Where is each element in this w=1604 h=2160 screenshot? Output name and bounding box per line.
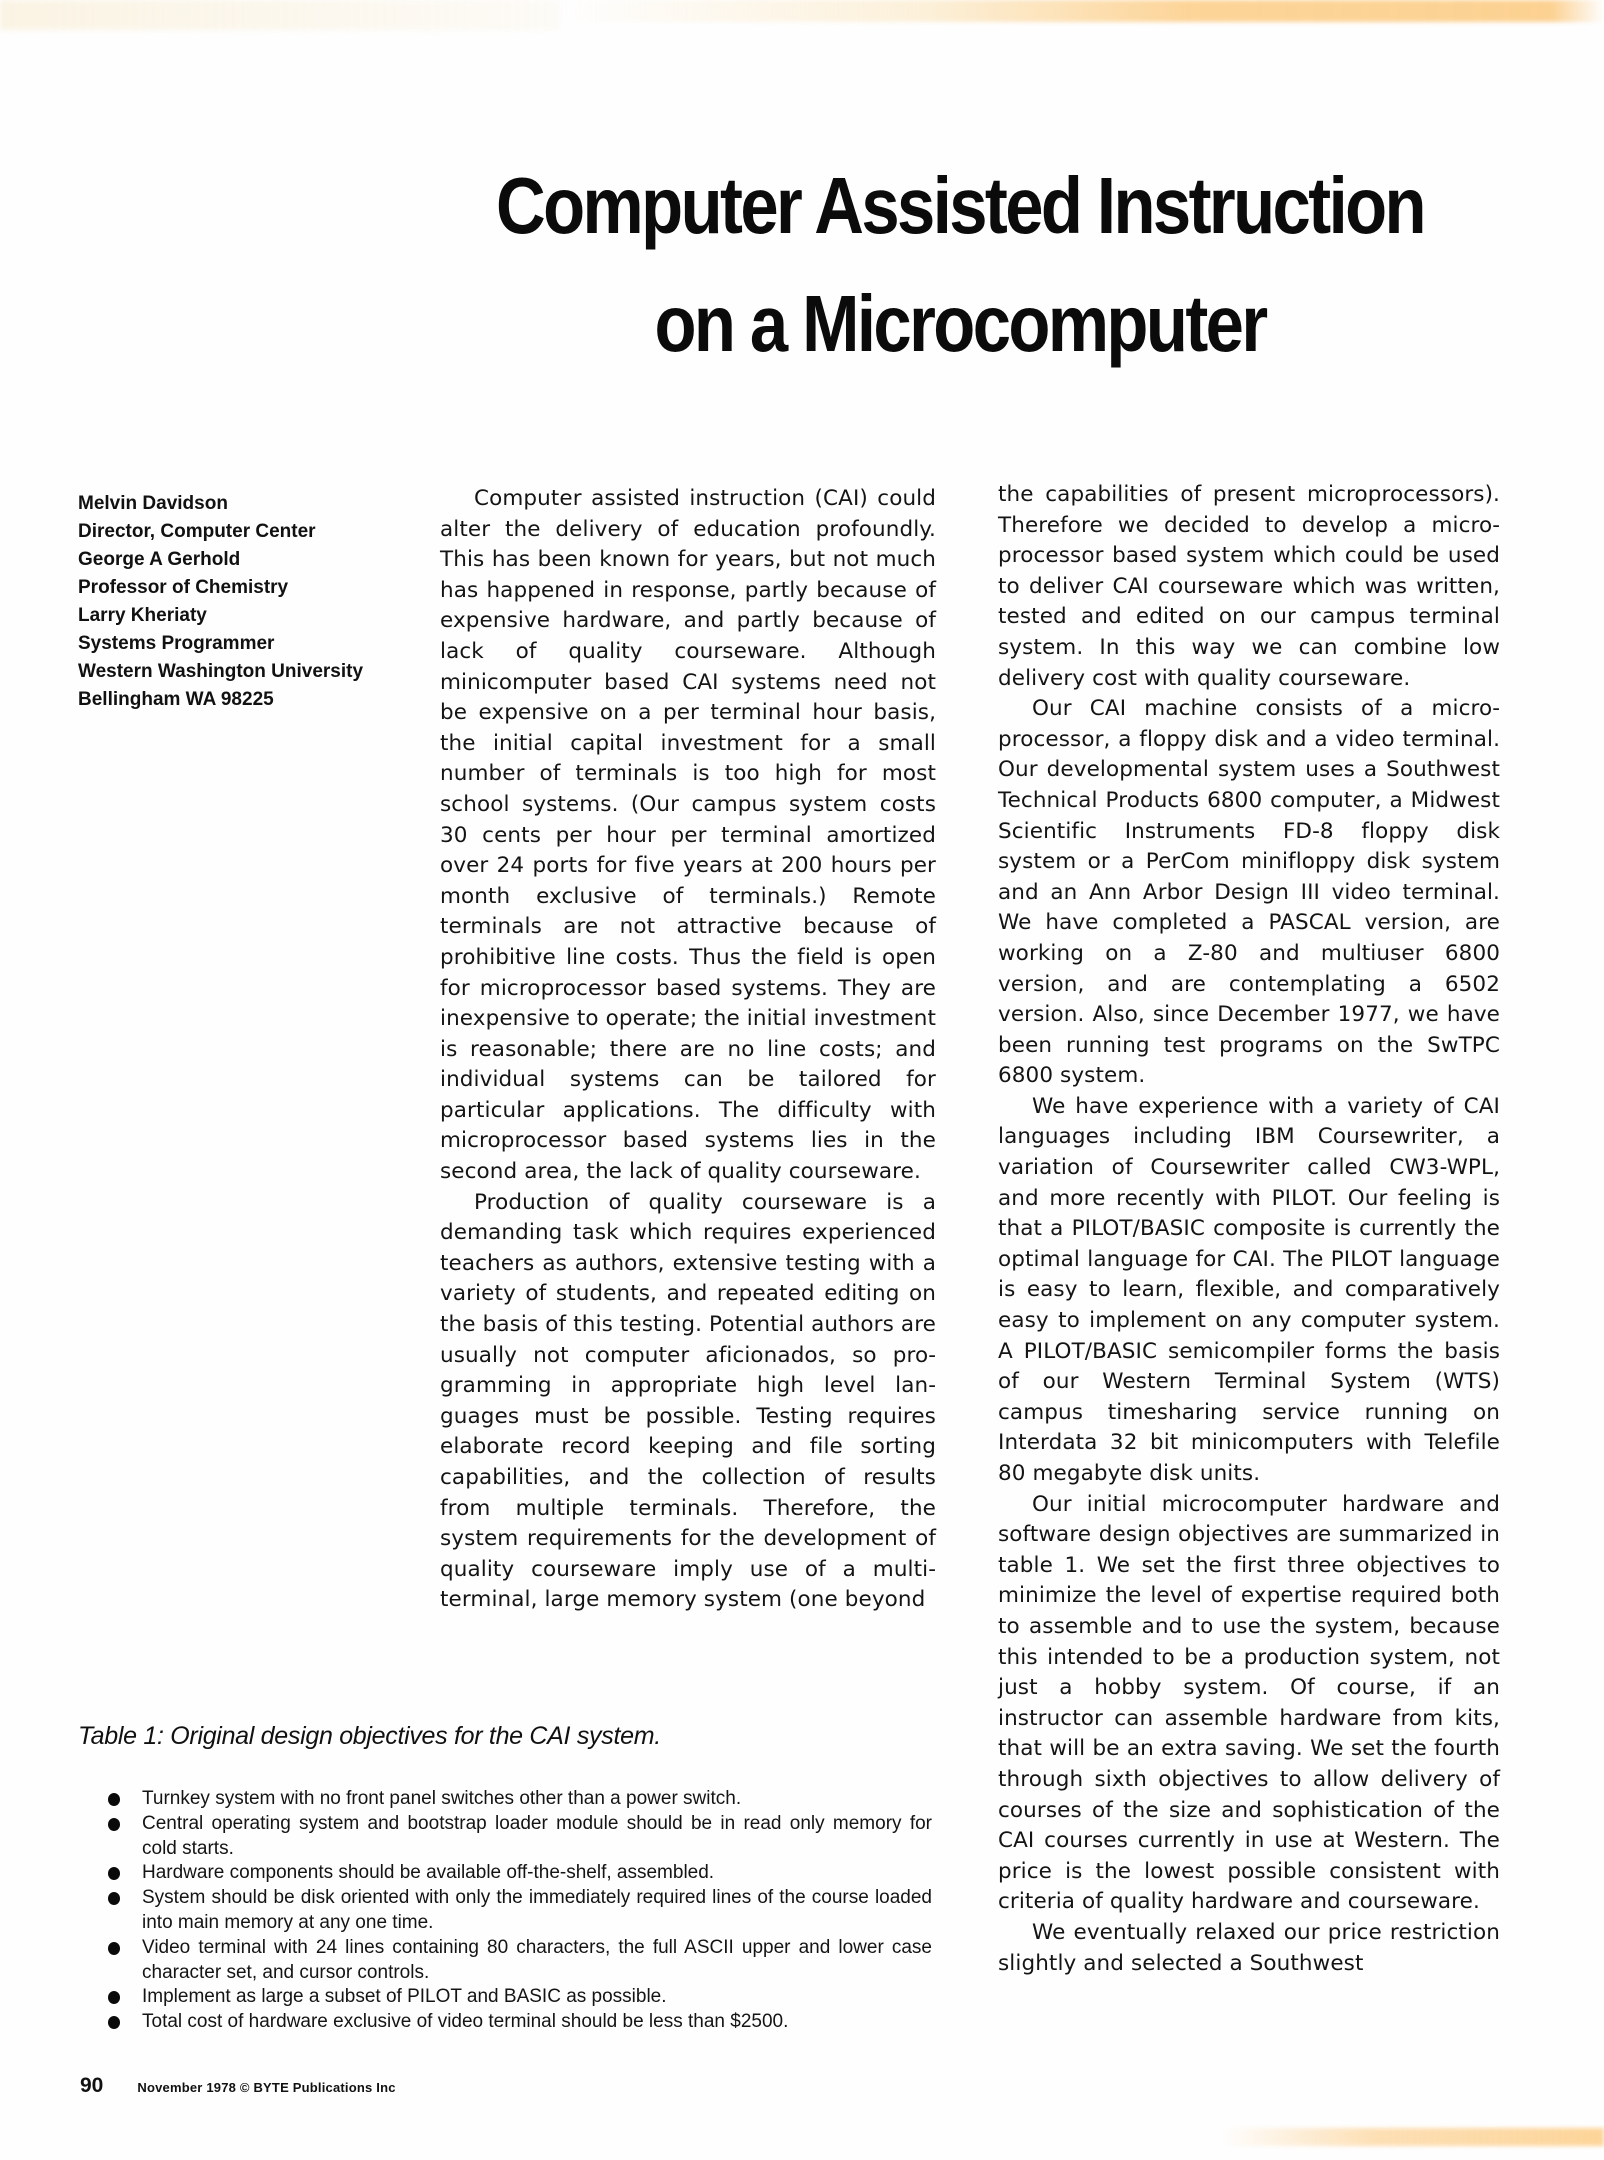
author-title: Professor of Chemistry <box>78 577 289 598</box>
list-item <box>108 2010 932 2035</box>
list-item-text: Implement as large a subset of PILOT and BASIC as possible. <box>142 1986 667 2008</box>
page-stain-top <box>560 0 1604 22</box>
bullet-icon <box>108 1942 120 1955</box>
body-paragraph: the capabilities of present microprocessors). Therefore we decided to develop a microprocessor based system which could be used to deliver CAI courseware which was written, tested and edited on our campus terminal system. In this way we can combine low delivery cost with quality courseware. <box>998 482 1500 691</box>
list-item <box>108 1812 932 1862</box>
author-title: Systems Programmer <box>78 633 275 654</box>
body-paragraph: Computer assisted instruction (CAI) could alter the delivery of education profoundly. This has been known for years, but not much has happened in response, partly because of expensive hardware, and partly because of lack of quality courseware. Although minicomputer based CAI systems need not be expensive on a per terminal hour basis, the initial capital investment for a small number of terminals is too high for most school systems. (Our campus system costs 30 cents per hour per terminal amortized over 24 ports for five years at 200 hours per month exclusive of terminals.) Remote terminals are not attractive because of prohibitive line costs. Thus the field is open for microprocessor based systems. They are inexpensive to operate; the initial investment is reasonable; there are no line costs; and individual systems can be tailored for particular applications. The difficulty with microprocessor based systems lies in the second area, the lack of quality courseware. <box>440 486 936 1185</box>
article-title-line1: Computer Assisted Instruction <box>496 161 1424 250</box>
list-item <box>108 1861 932 1886</box>
author-name: George A Gerhold <box>78 549 241 570</box>
list-item <box>108 1936 932 1986</box>
author-name: Melvin Davidson <box>78 493 228 514</box>
author-title: Director, Computer Center <box>78 521 316 542</box>
bullet-icon <box>108 1991 120 2004</box>
page-stain-top-left <box>0 0 560 30</box>
list-item <box>108 1886 932 1936</box>
page-number: 90 <box>80 2074 104 2097</box>
page-footer <box>80 2074 396 2098</box>
article-title-line2: on a Microcomputer <box>654 279 1266 368</box>
body-paragraph: Our initial microcomputer hardware and software design objectives are summarized in table 1. We set the first three objectives to minimize the level of expertise required both to assemble and to use the system, because this intended to be a production system, not just a hobby system. Of course, if an instructor can assemble hardware from kits, that will be an extra saving. We set the fourth through sixth objectives to allow delivery of courses of the size and sophistication of the CAI courses currently in use at Western. The price is the lowest possible consistent with criteria of quality hardware and courseware. <box>998 1491 1500 1915</box>
body-paragraph: We have experience with a variety of CAI languages including IBM Coursewriter, a variation of Coursewriter called CW3-WPL, and more recently with PILOT. Our feeling is that a PILOT/BASIC composite is currently the optimal language for CAI. The PILOT language is easy to learn, flexible, and comparatively easy to implement on any computer system. A PILOT/BASIC semicompiler forms the basis of our Western Terminal System (WTS) campus timesharing service running on Interdata 32 bit minicomputers with Telefile 80 megabyte disk units. <box>998 1093 1500 1486</box>
page-stain-bottom <box>1220 2128 1604 2146</box>
body-column-right <box>998 480 1500 1979</box>
list-item-text: Total cost of hardware exclusive of video terminal should be less than $2500. <box>142 2011 789 2033</box>
table-caption: Table 1: Original design objectives for the CAI system. <box>78 1722 661 1750</box>
list-item-text: Central operating system and bootstrap loader module should be in read only memory for cold starts. <box>142 1812 932 1859</box>
body-paragraph: Our CAI machine consists of a microprocessor, a floppy disk and a video terminal. Our developmental system uses a Southwest Technical Products 6800 computer, a Midwest Scientific Instruments FD-8 floppy disk system or a PerCom minifloppy disk system and an Ann Arbor Design III video terminal. We have completed a PASCAL version, are working on a Z-80 and multiuser 6800 version, and are contemplating a 6502 version. Also, since December 1977, we have been running test programs on the SwTPC 6800 system. <box>998 696 1500 1089</box>
body-paragraph: We eventually relaxed our price restriction slightly and selected a Southwest <box>998 1919 1500 1976</box>
bullet-icon <box>108 1867 120 1880</box>
bullet-icon <box>108 2016 120 2029</box>
bullet-icon <box>108 1818 120 1831</box>
bullet-icon <box>108 1793 120 1806</box>
author-institution: Western Washington University <box>78 661 364 682</box>
list-item <box>108 1985 932 2010</box>
list-item-text: Turnkey system with no front panel switches other than a power switch. <box>142 1788 742 1809</box>
body-paragraph: Production of quality courseware is a demanding task which requires experienced teachers as authors, extensive testing with a variety of students, and repeated editing on the basis of this testing. Potential authors are usually not computer aficionados, so programming in appropriate high level languages must be possible. Testing requires elaborate record keeping and file sorting capabilities, and the collection of results from multiple terminals. Therefore, the system requirements for the development of quality courseware imply use of a multiterminal, large memory system (one beyond <box>440 1189 936 1613</box>
bullet-icon <box>108 1892 120 1905</box>
list-item-text: Hardware components should be available off-the-shelf, assembled. <box>142 1862 715 1884</box>
design-objectives-list <box>108 1787 932 2035</box>
author-address: Bellingham WA 98225 <box>78 689 274 710</box>
publication-credit: November 1978 © BYTE Publications Inc <box>137 2080 396 2095</box>
list-item-text: Video terminal with 24 lines containing 80 characters, the full ASCII upper and lower case character set, and cursor controls. <box>142 1936 932 1983</box>
author-name: Larry Kheriaty <box>78 605 207 626</box>
author-block <box>78 490 398 714</box>
list-item <box>108 1787 932 1812</box>
list-item-text: System should be disk oriented with only the immediately required lines of the course loaded into main memory at any one time. <box>142 1887 932 1933</box>
body-column-middle <box>440 484 936 1616</box>
